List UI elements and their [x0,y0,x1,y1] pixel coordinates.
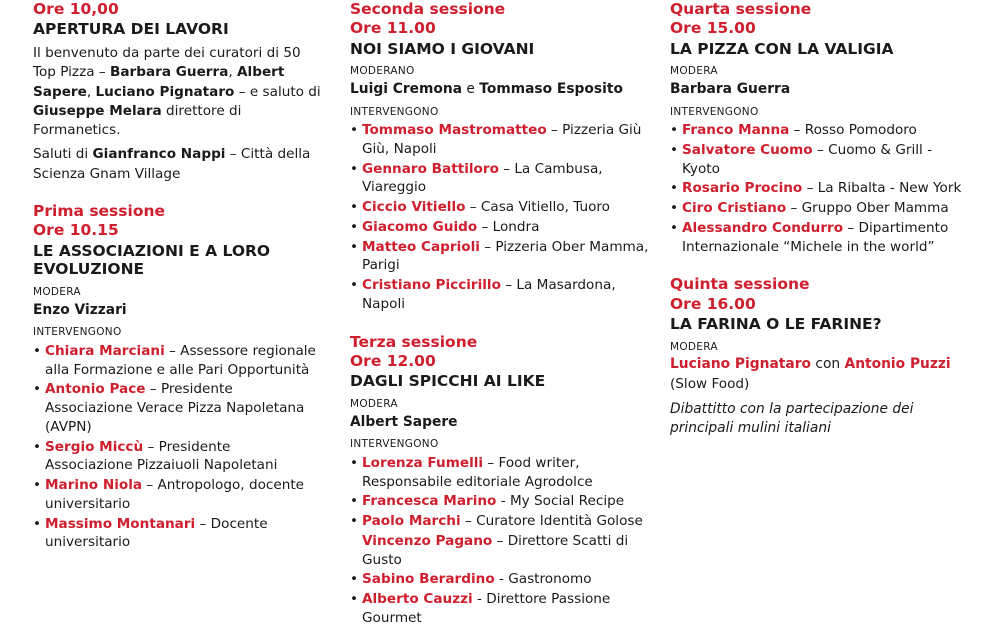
session1-label: Prima sessione [33,202,166,221]
bullet-icon: • [33,438,42,455]
apertura-intro-tail: direttore di Formanetics. [33,102,242,139]
person-desc: – Cuomo & Grill - Kyoto [682,141,932,177]
session3-time: Ore 12.00 [350,352,436,371]
person-desc: – La Masardona, Napoli [362,277,616,312]
person-name: Ciro Cristiano [682,200,787,217]
block-quarta-sessione [670,0,971,256]
sep-2: , [86,83,92,100]
greeting-tail: – Città della Scienza Gnam Village [33,146,311,182]
session1-headline: LE ASSOCIAZIONI E A LORO EVOLUZIONE [33,241,271,279]
person-desc: – Curatore Identità Golose [460,513,643,530]
session3-people-list [350,454,654,628]
session1-time: Ore 10.15 [33,221,119,240]
bullet-icon: • [350,218,359,235]
column-right [670,0,981,438]
block-apertura [33,0,322,184]
apertura-time: Ore 10,00 [33,0,119,18]
session2-headline: NOI SIAMO I GIOVANI [350,39,535,58]
person-desc: – Antropologo, docente universitario [45,477,305,512]
bullet-icon: • [33,342,42,359]
apertura-headline: APERTURA DEI LAVORI [33,20,229,39]
person-name: Chiara Marciani [45,342,165,359]
session1-modera-label: MODERA [33,285,81,298]
bullet-icon: • [350,493,359,510]
curator-albert-sapere: Albert Sapere [33,64,285,100]
list-item [350,492,654,511]
list-item [350,570,654,589]
bullet-icon: • [350,277,359,294]
session5-time: Ore 16.00 [670,294,756,313]
session2-modera-names [350,80,654,99]
block-quinta-sessione [670,275,971,438]
list-item [670,141,971,179]
apertura-intro-text: Il benvenuto da parte dei curatori di 50 Top Pizza – [33,44,301,81]
block-prima-sessione [33,202,322,552]
session1-modera-name: Enzo Vizzari [33,301,127,318]
person-name: Ciccio Vitiello [362,199,466,216]
person-desc: – Direttore Scatti di Gusto [362,532,629,568]
person-name: Cristiano Piccirillo [362,277,501,294]
curator-barbara-guerra: Barbara Guerra [109,64,229,81]
person-desc: – Food writer, Responsabile editoriale Agrodolce [362,454,593,490]
session5-headline: LA FARINA O LE FARINE? [670,315,882,334]
session4-time: Ore 15.00 [670,19,756,38]
bullet-icon: • [350,571,359,588]
session2-people-list [350,121,654,314]
session1-intervengono-label: INTERVENGONO [33,326,122,339]
list-item [350,532,654,570]
list-item [350,121,654,159]
session3-modera-name: Albert Sapere [350,413,458,430]
person-desc: - Direttore Passione Gourmet [362,591,611,626]
list-item [670,179,971,198]
list-item [350,218,654,237]
person-name: Matteo Caprioli [362,238,480,255]
block-terza-sessione [350,333,654,628]
person-desc: – Dipartimento Internazionale “Michele in the world” [682,219,949,255]
greeting-prefix: Saluti di [33,146,93,163]
session5-label: Quinta sessione [670,275,810,294]
session3-headline: DAGLI SPICCHI AI LIKE [350,372,546,391]
moderator-antonio-puzzi: Antonio Puzzi [844,356,951,373]
bullet-icon: • [350,238,359,255]
person-desc: – Londra [477,218,540,235]
column-center [350,0,670,629]
list-item [33,438,322,476]
list-item [350,590,654,628]
session4-label: Quarta sessione [670,0,812,18]
session3-modera-label: MODERA [350,398,398,410]
list-item [350,512,654,531]
bullet-icon: • [670,122,679,139]
person-name: Alessandro Condurro [682,219,844,236]
person-name: Rosario Procino [682,180,803,197]
person-desc: – Presidente Associazione Verace Pizza Napoletana (AVPN) [45,381,305,435]
list-item [350,454,654,492]
person-desc: – Pizzeria Giù Giù, Napoli [362,122,642,157]
block-seconda-sessione [350,0,654,314]
session4-headline: LA PIZZA CON LA VALIGIA [670,39,894,58]
bullet-icon: • [350,160,359,177]
bullet-icon: • [670,219,679,236]
session5-modera-note: (Slow Food) [670,375,750,392]
person-desc: – Rosso Pomodoro [789,122,917,139]
person-name: Francesca Marino [362,493,497,510]
list-item [350,198,654,217]
session4-modera-label: MODERA [670,65,718,78]
list-item [350,238,654,276]
bullet-icon: • [670,180,679,197]
person-desc: – La Ribalta - New York [802,180,962,197]
bullet-icon: • [33,381,42,398]
column-left [0,0,350,553]
list-item [350,276,654,314]
bullet-icon: • [350,122,359,139]
session3-label: Terza sessione [350,332,478,351]
person-desc: – Assessore regionale alla Formazione e alle Pari Opportunità [45,342,316,378]
sep-1: , [228,64,238,81]
list-item [33,342,322,380]
bullet-icon: • [670,141,679,158]
session4-modera-name: Barbara Guerra [670,80,791,97]
modera-conjunction: e [462,80,480,97]
apertura-greeting [33,145,322,184]
list-item [33,476,322,514]
bullet-icon: • [350,591,359,608]
person-name: Sergio Miccù [45,438,144,455]
bullet-icon: • [350,199,359,216]
person-name: Tommaso Mastromatteo [362,122,547,139]
session3-intervengono-label: INTERVENGONO [350,438,439,451]
bullet-icon: • [350,513,359,530]
person-desc: – Pizzeria Ober Mamma, Parigi [362,238,649,274]
list-item [33,380,322,436]
moderator-luciano-pignataro: Luciano Pignataro [670,356,811,373]
moderator-luigi-cremona: Luigi Cremona [350,80,463,97]
session4-intervengono-label: INTERVENGONO [670,105,759,118]
spacer-1 [33,184,322,202]
list-item [670,121,971,140]
person-name: Marino Niola [45,477,143,494]
person-name: Franco Manna [682,122,790,139]
person-name: Antonio Pace [45,381,146,398]
bullet-icon: • [670,200,679,217]
bullet-icon: • [33,515,42,532]
session4-people-list [670,121,971,256]
person-desc: - My Social Recipe [496,493,625,510]
person-name: Paolo Marchi [362,513,461,530]
session2-modera-label: MODERANO [350,65,415,78]
person-name: Sabino Berardino [362,571,495,588]
spacer-2 [350,315,654,333]
list-item [33,515,322,553]
apertura-intro-mid: – e saluto di [234,83,321,100]
speaker-gianfranco-nappi: Gianfranco Nappi [92,146,226,163]
apertura-intro [33,44,322,140]
bullet-icon: • [350,454,359,471]
person-name: Salvatore Cuomo [682,141,813,158]
session2-intervengono-label: INTERVENGONO [350,105,439,118]
person-desc: – Casa Vitiello, Tuoro [465,199,611,216]
speaker-giuseppe-melara: Giuseppe Melara [33,102,162,119]
person-name: Giacomo Guido [362,218,478,235]
session1-people-list [33,342,322,552]
session2-time: Ore 11.00 [350,19,436,38]
modera-conjunction: con [810,356,845,373]
person-name: Massimo Montanari [45,515,196,532]
person-name: Lorenza Fumelli [362,454,484,471]
person-name: Vincenzo Pagano [362,532,493,549]
session5-closing-note: Dibattitto con la partecipazione dei principali mulini italiani [670,401,914,437]
session2-label: Seconda sessione [350,0,506,18]
list-item [670,199,971,218]
person-desc: – Docente universitario [45,515,268,551]
person-name: Gennaro Battiloro [362,160,499,177]
person-name: Alberto Cauzzi [362,591,473,608]
list-item [350,160,654,198]
session5-modera-label: MODERA [670,340,718,353]
spacer-3 [670,257,971,275]
bullet-icon: • [33,477,42,494]
list-item [670,219,971,257]
person-desc: – La Cambusa, Viareggio [362,160,603,196]
person-desc: - Gastronomo [494,571,592,588]
person-desc: – Presidente Associazione Pizzaiuoli Napoletani [45,438,278,474]
person-desc: – Gruppo Ober Mamma [786,200,949,217]
session5-modera-names [670,355,971,374]
curator-luciano-pignataro: Luciano Pignataro [95,83,235,100]
moderator-tommaso-esposito: Tommaso Esposito [479,80,623,97]
